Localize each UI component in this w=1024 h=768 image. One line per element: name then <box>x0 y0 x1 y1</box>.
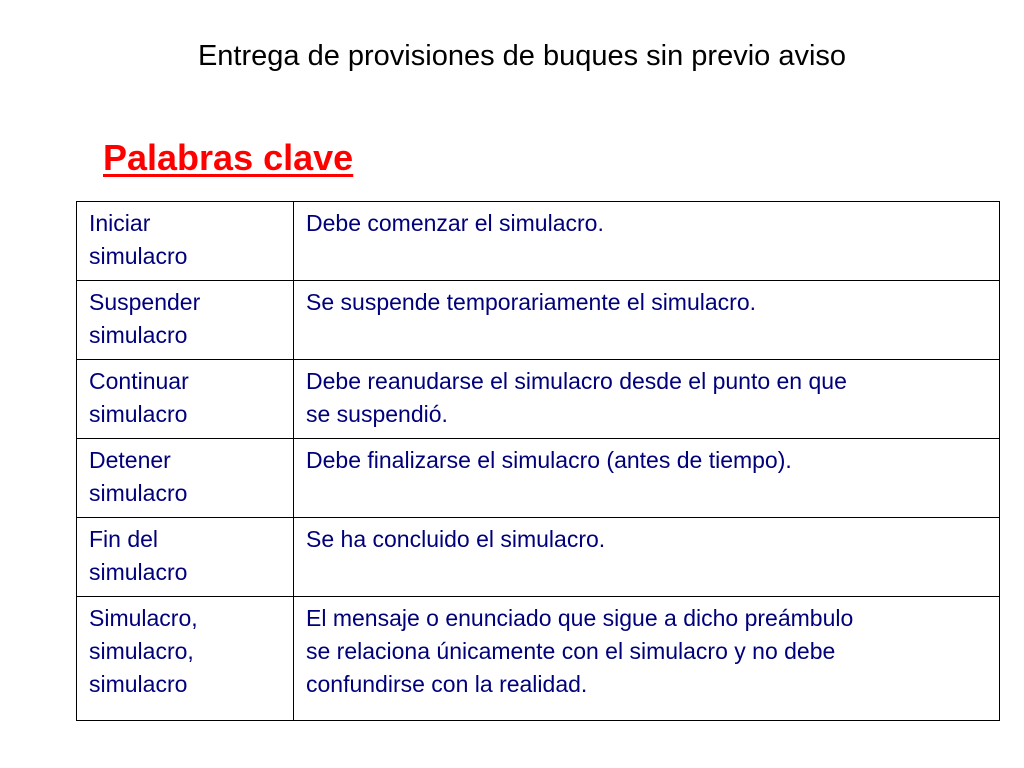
definition-text: Debe reanudarse el simulacro desde el punto en que se suspendió. <box>306 368 847 427</box>
term-cell <box>77 281 294 360</box>
term-text: Fin del simulacro <box>89 526 188 585</box>
slide-title: Entrega de provisiones de buques sin previo aviso <box>197 40 847 72</box>
definition-cell <box>294 597 1000 721</box>
section-heading: Palabras clave <box>103 137 354 178</box>
term-text: Detener simulacro <box>89 447 188 506</box>
term-cell <box>77 439 294 518</box>
term-cell <box>77 202 294 281</box>
definition-cell <box>294 202 1000 281</box>
definition-text: El mensaje o enunciado que sigue a dicho preámbulo se relaciona únicamente con el simulacro y no debe confundirse con la realidad. <box>306 605 854 697</box>
definition-cell <box>294 518 1000 597</box>
definition-cell <box>294 360 1000 439</box>
term-text: Simulacro, simulacro, simulacro <box>89 605 198 697</box>
term-text: Continuar simulacro <box>89 368 189 427</box>
term-text: Suspender simulacro <box>89 289 201 348</box>
definition-cell <box>294 281 1000 360</box>
definition-text: Se suspende temporariamente el simulacro. <box>306 289 757 315</box>
term-cell <box>77 360 294 439</box>
definition-text: Debe comenzar el simulacro. <box>306 210 604 236</box>
table-row <box>77 202 1000 281</box>
term-cell <box>77 518 294 597</box>
definition-text: Se ha concluido el simulacro. <box>306 526 606 552</box>
table-row <box>77 439 1000 518</box>
definition-cell <box>294 439 1000 518</box>
definition-text: Debe finalizarse el simulacro (antes de tiempo). <box>306 447 792 473</box>
table-row <box>77 360 1000 439</box>
table-row <box>77 518 1000 597</box>
table-row <box>77 597 1000 721</box>
keywords-table <box>76 201 1000 721</box>
table-row <box>77 281 1000 360</box>
term-text: Iniciar simulacro <box>89 210 188 269</box>
term-cell <box>77 597 294 721</box>
